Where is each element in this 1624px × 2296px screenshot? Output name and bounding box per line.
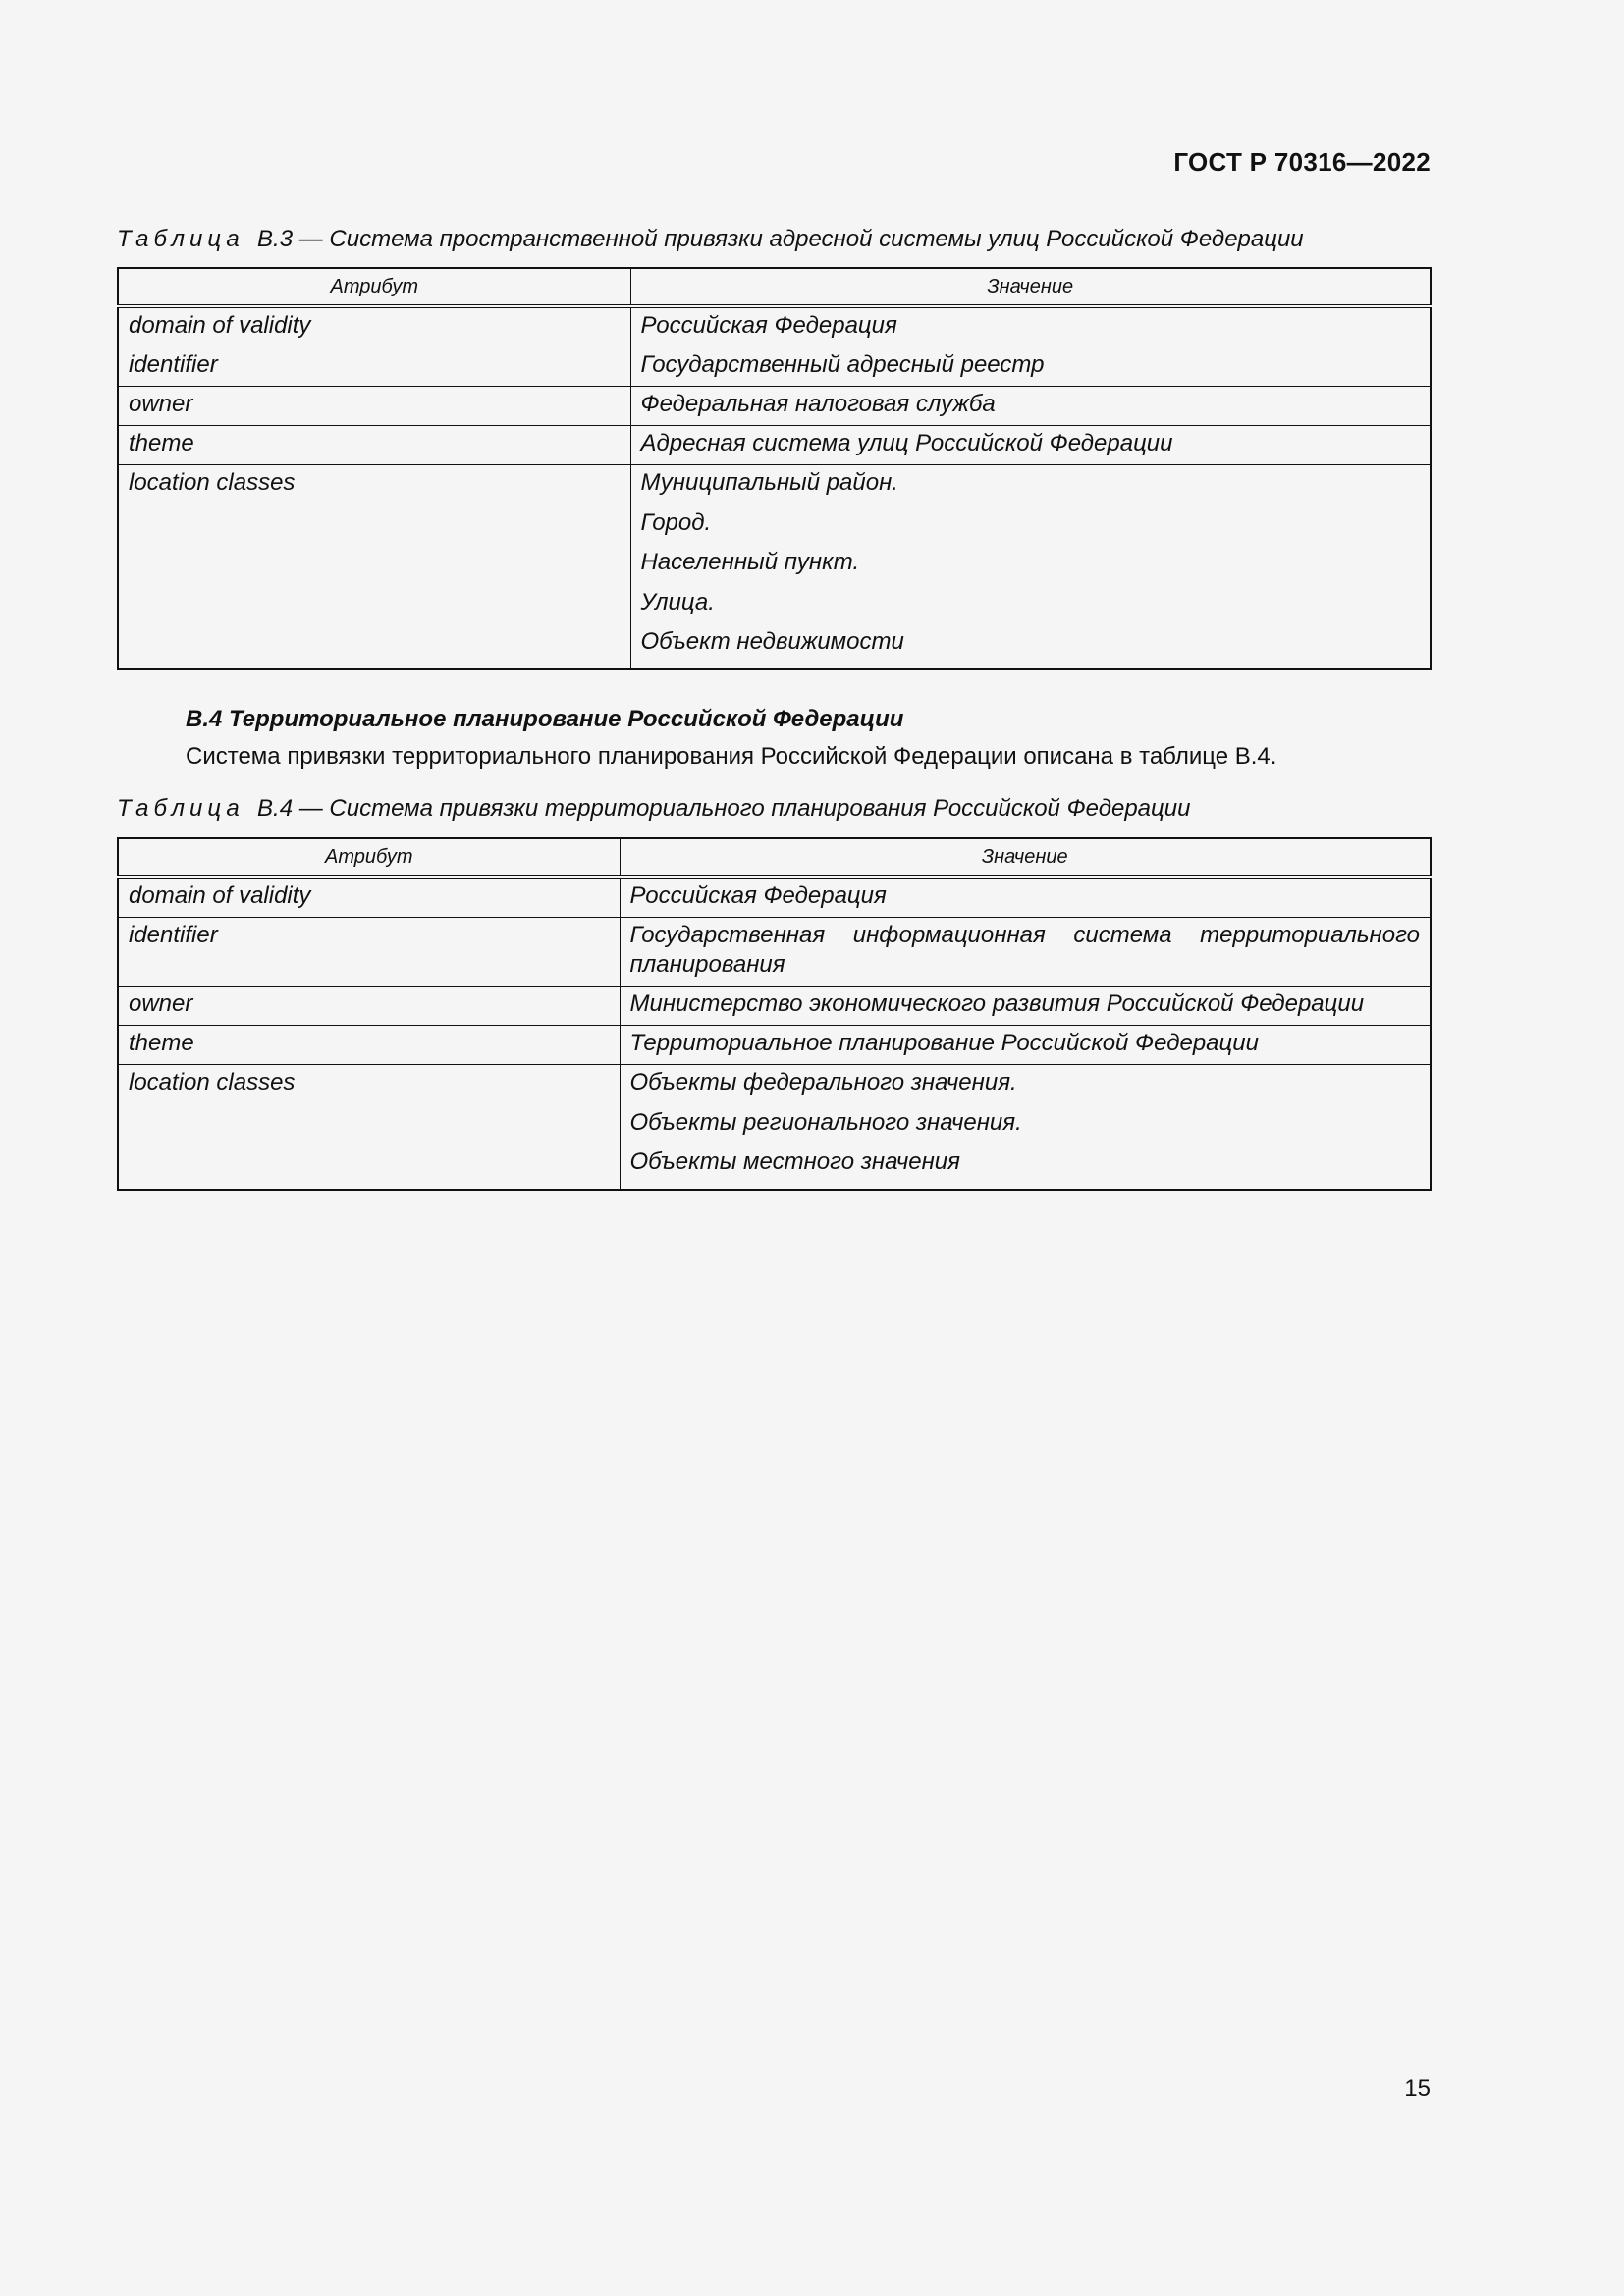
value-line: Улица.: [640, 588, 715, 615]
table-header-row: [118, 268, 1431, 306]
table-row: [118, 987, 1431, 1026]
value-cell: Государственный адресный реестр: [630, 347, 1431, 387]
attribute-cell: owner: [118, 987, 620, 1026]
table-b4-caption-prefix: Таблица: [117, 795, 244, 822]
value-line: Объекты местного значения: [629, 1148, 960, 1175]
column-header-value: Значение: [620, 838, 1431, 877]
table-b4-caption: [117, 795, 1190, 823]
value-cell: Российская Федерация: [620, 877, 1431, 918]
column-header-attribute: Атрибут: [118, 838, 620, 877]
attribute-cell: owner: [118, 387, 630, 426]
value-cell: Адресная система улиц Российской Федерации: [630, 426, 1431, 465]
value-line: Объекты федерального значения.: [629, 1069, 1017, 1095]
table-row: [118, 1026, 1431, 1065]
table-header-row: [118, 838, 1431, 877]
column-header-attribute: Атрибут: [118, 268, 630, 306]
document-code: ГОСТ Р 70316—2022: [1173, 147, 1431, 177]
value-line: Город.: [640, 508, 712, 536]
attribute-cell: domain of validity: [118, 306, 630, 347]
value-cell: Территориальное планирование Российской Федерации: [620, 1026, 1431, 1065]
value-cell: Федеральная налоговая служба: [630, 387, 1431, 426]
value-cell: Государственная информационная система территориального планирования: [620, 918, 1431, 987]
table-row: [118, 877, 1431, 918]
attribute-cell: theme: [118, 1026, 620, 1065]
table-b4: [117, 837, 1432, 1191]
table-row: [118, 387, 1431, 426]
attribute-cell: identifier: [118, 347, 630, 387]
attribute-cell: location classes: [118, 1065, 620, 1190]
table-row: [118, 426, 1431, 465]
table-b4-caption-text: В.4 — Система привязки территориального планирования Российской Федерации: [257, 795, 1191, 822]
section-paragraph: Система привязки территориального планирования Российской Федерации описана в таблице В.4.: [186, 743, 1277, 770]
value-cell: Российская Федерация: [630, 306, 1431, 347]
attribute-cell: identifier: [118, 918, 620, 987]
table-row: [118, 918, 1431, 987]
attribute-cell: location classes: [118, 465, 630, 669]
table-row: [118, 306, 1431, 347]
column-header-value: Значение: [630, 268, 1431, 306]
attribute-cell: domain of validity: [118, 877, 620, 918]
table-b3-caption: [117, 226, 1304, 253]
attribute-cell: theme: [118, 426, 630, 465]
value-line: Муниципальный район.: [640, 469, 898, 496]
table-row: [118, 1065, 1431, 1190]
value-line: Объекты регионального значения.: [629, 1108, 1022, 1136]
section-heading: В.4 Территориальное планирование Российской Федерации: [186, 706, 904, 732]
table-row: [118, 347, 1431, 387]
table-row: [118, 465, 1431, 669]
table-b3-caption-prefix: Таблица: [117, 226, 244, 252]
value-cell: [620, 1065, 1431, 1190]
value-cell: Министерство экономического развития Российской Федерации: [620, 987, 1431, 1026]
page-number: 15: [1404, 2075, 1431, 2102]
table-b3-caption-text: В.3 — Система пространственной привязки адресной системы улиц Российской Федерации: [257, 226, 1304, 252]
table-b3: [117, 267, 1432, 670]
value-line: Объект недвижимости: [640, 628, 904, 655]
value-line: Населенный пункт.: [640, 549, 860, 575]
value-cell: [630, 465, 1431, 669]
